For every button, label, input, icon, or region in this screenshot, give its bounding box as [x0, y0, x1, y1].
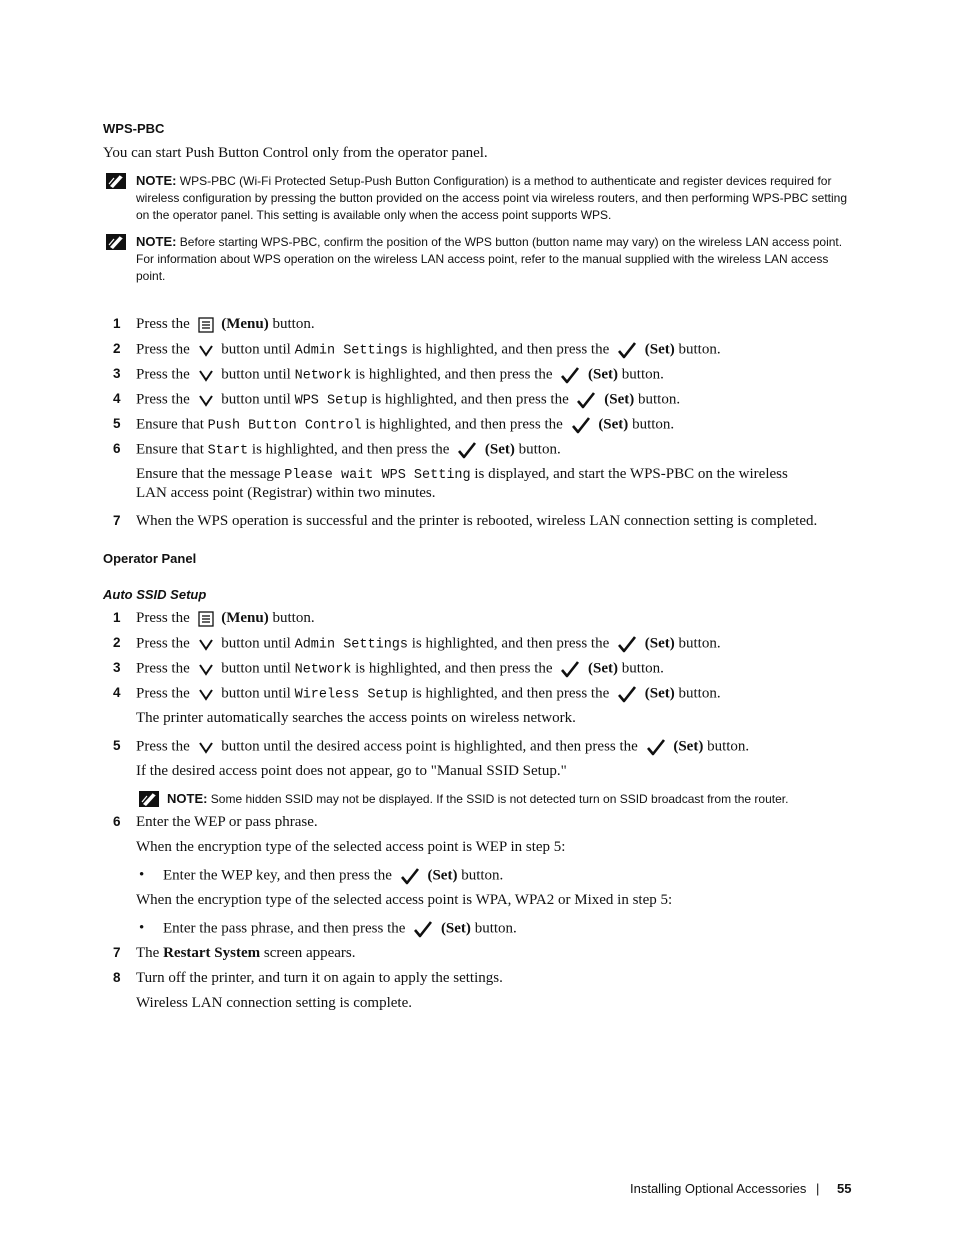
checkmark-icon [617, 635, 637, 653]
step-text: button. [637, 391, 681, 408]
down-arrow-icon [198, 392, 214, 408]
note-icon [105, 233, 127, 251]
set-label: (Set) [588, 366, 619, 383]
message-code: Please wait WPS Setting [284, 468, 471, 483]
step-number: 2 [113, 635, 121, 650]
down-arrow-icon [198, 661, 214, 677]
step-number: 3 [113, 660, 121, 675]
wps-step-5 [136, 416, 674, 434]
set-label: (Set) [673, 738, 704, 755]
step-text: button until [221, 391, 291, 408]
auto-step-6-wep-bullet [163, 867, 503, 885]
note-2-text: Before starting WPS-PBC, confirm the position of the WPS button (button name may vary) on the wireless LAN access point. For information about WPS operation on the wireless LAN access point, refer to the manual supplied with the wireless LAN access point. [136, 235, 843, 283]
auto-step-2 [136, 635, 721, 653]
checkmark-icon [576, 391, 596, 409]
step-text: button until [221, 341, 291, 358]
step-text: is highlighted, and then press the [365, 416, 563, 433]
step-text: Press the [136, 610, 190, 626]
step-text: button. [678, 635, 721, 652]
checkmark-icon [560, 366, 580, 384]
note-label: NOTE: [167, 791, 208, 806]
intro-text: You can start Push Button Control only from the operator panel. [103, 145, 488, 161]
step-text: button until [221, 635, 291, 652]
checkmark-icon [413, 920, 433, 938]
step-text: button. [272, 610, 315, 626]
step-text: is highlighted, and then press the [355, 366, 553, 383]
auto-step-5-detail: If the desired access point does not appear, go to "Manual SSID Setup." [136, 763, 567, 779]
section-heading-operator-panel: Operator Panel [103, 551, 197, 566]
wps-step-7: When the WPS operation is successful and the printer is rebooted, wireless LAN connection setting is completed. [136, 513, 818, 529]
step-text: button. [621, 366, 664, 383]
auto-step-6-wep-when: When the encryption type of the selected access point is WEP in step 5: [136, 839, 566, 855]
set-label: (Set) [598, 416, 629, 433]
set-label: (Set) [644, 635, 675, 652]
set-label: (Set) [644, 685, 675, 702]
step-text: button. [272, 316, 315, 332]
wps-step-6 [136, 441, 561, 459]
step-text: Ensure that [136, 416, 204, 433]
step-number: 1 [113, 316, 121, 331]
step-number: 3 [113, 366, 121, 381]
auto-step-6-wpa-when: When the encryption type of the selected access point is WPA, WPA2 or Mixed in step 5: [136, 892, 673, 908]
step-text: is highlighted, and then press the [251, 441, 450, 458]
note-1 [136, 172, 851, 224]
checkmark-icon [646, 738, 666, 756]
step-text: is highlighted, and then press the [371, 391, 569, 408]
step-text: Ensure that [136, 441, 204, 458]
step-text: button. [621, 660, 664, 677]
menu-code: Start [207, 443, 249, 459]
menu-icon [198, 611, 214, 627]
step-text: Press the [136, 660, 190, 677]
step-text: button. [474, 920, 517, 937]
bullet: • [139, 867, 145, 883]
restart-system-label: Restart System [163, 945, 261, 961]
auto-step-6-wpa-bullet [163, 920, 517, 938]
wps-step-6-message [136, 466, 788, 483]
step-number: 4 [113, 391, 121, 406]
note-2 [136, 233, 851, 285]
checkmark-icon [617, 685, 637, 703]
note-label: NOTE: [136, 173, 177, 188]
step-number: 1 [113, 610, 121, 625]
step-text: button until the desired access point is highlighted, and then press the [221, 738, 638, 755]
step-text: Enter the pass phrase, and then press the [163, 920, 406, 937]
step-number: 2 [113, 341, 121, 356]
step-number: 6 [113, 814, 121, 829]
menu-code: WPS Setup [294, 393, 368, 409]
menu-label: (Menu) [221, 610, 269, 626]
step-text: button until [221, 685, 291, 702]
wps-step-2 [136, 341, 721, 359]
step-text: Press the [136, 391, 190, 408]
menu-code: Network [294, 368, 352, 384]
step-text: screen appears. [263, 945, 356, 961]
auto-step-8-detail: Wireless LAN connection setting is complete. [136, 995, 412, 1011]
note-icon [105, 172, 127, 190]
auto-step-7 [136, 945, 356, 962]
auto-step-5 [136, 738, 749, 756]
footer-separator: | [816, 1181, 820, 1196]
checkmark-icon [571, 416, 591, 434]
menu-code: Network [294, 662, 352, 678]
step-text: is highlighted, and then press the [411, 341, 610, 358]
wps-step-3 [136, 366, 664, 384]
set-label: (Set) [427, 867, 458, 884]
down-arrow-icon [198, 367, 214, 383]
checkmark-icon [400, 867, 420, 885]
bullet: • [139, 920, 145, 936]
down-arrow-icon [198, 686, 214, 702]
auto-step-8: Turn off the printer, and turn it on again to apply the settings. [136, 970, 503, 986]
step-text: Press the [136, 738, 190, 755]
menu-code: Wireless Setup [294, 687, 409, 703]
down-arrow-icon [198, 342, 214, 358]
step-text: is displayed, and start the WPS-PBC on the wireless [474, 466, 788, 482]
step-text: Press the [136, 341, 190, 358]
menu-code: Push Button Control [207, 418, 362, 434]
set-label: (Set) [644, 341, 675, 358]
wps-step-1 [136, 316, 315, 333]
step-number: 7 [113, 945, 121, 960]
step-number: 6 [113, 441, 121, 456]
step-text: Ensure that the message [136, 466, 281, 482]
auto-step-4 [136, 685, 721, 703]
step-text: button. [518, 441, 561, 458]
auto-step-3 [136, 660, 664, 678]
set-label: (Set) [604, 391, 635, 408]
step-text: button. [678, 685, 721, 702]
step-text: Press the [136, 685, 190, 702]
set-label: (Set) [440, 920, 471, 937]
menu-label: (Menu) [221, 316, 269, 332]
step-text: is highlighted, and then press the [411, 635, 610, 652]
step-text: button. [632, 416, 675, 433]
subsection-heading-auto-ssid: Auto SSID Setup [103, 587, 207, 602]
note-3 [167, 790, 788, 808]
menu-icon [198, 317, 214, 333]
page-number: 55 [837, 1181, 852, 1196]
auto-step-4-detail: The printer automatically searches the access points on wireless network. [136, 710, 576, 726]
step-text: button. [678, 341, 721, 358]
wps-step-6-message-line2: LAN access point (Registrar) within two minutes. [136, 485, 436, 501]
step-number: 5 [113, 416, 121, 431]
note-label: NOTE: [136, 234, 177, 249]
step-text: is highlighted, and then press the [411, 685, 610, 702]
set-label: (Set) [484, 441, 515, 458]
step-text: button. [707, 738, 750, 755]
step-text: Enter the WEP key, and then press the [163, 867, 392, 884]
step-number: 4 [113, 685, 121, 700]
step-text: The [136, 945, 160, 961]
set-label: (Set) [588, 660, 619, 677]
step-text: button until [221, 366, 291, 383]
step-text: Press the [136, 635, 190, 652]
step-text: is highlighted, and then press the [355, 660, 553, 677]
menu-code: Admin Settings [294, 343, 409, 359]
down-arrow-icon [198, 636, 214, 652]
checkmark-icon [617, 341, 637, 359]
step-number: 5 [113, 738, 121, 753]
note-3-text: Some hidden SSID may not be displayed. If the SSID is not detected turn on SSID broadcast from the router. [210, 792, 789, 806]
step-text: button. [461, 867, 504, 884]
step-text: Press the [136, 316, 190, 332]
note-1-text: WPS-PBC (Wi-Fi Protected Setup-Push Button Configuration) is a method to authenticate and register devices required for wireless configuration by pressing the button provided on the access point via wireless routers, and then performing WPS-PBC setting on the operator panel. This setting is available only when the access point supports WPS. [136, 174, 848, 222]
auto-step-1 [136, 610, 315, 627]
step-number: 8 [113, 970, 121, 985]
footer-title: Installing Optional Accessories [630, 1181, 807, 1196]
checkmark-icon [560, 660, 580, 678]
checkmark-icon [457, 441, 477, 459]
note-icon [138, 790, 160, 808]
down-arrow-icon [198, 739, 214, 755]
step-number: 7 [113, 513, 121, 528]
wps-step-4 [136, 391, 680, 409]
step-text: Press the [136, 366, 190, 383]
menu-code: Admin Settings [294, 637, 409, 653]
section-heading-wps-pbc: WPS-PBC [103, 121, 165, 136]
auto-step-6: Enter the WEP or pass phrase. [136, 814, 318, 830]
step-text: button until [221, 660, 291, 677]
